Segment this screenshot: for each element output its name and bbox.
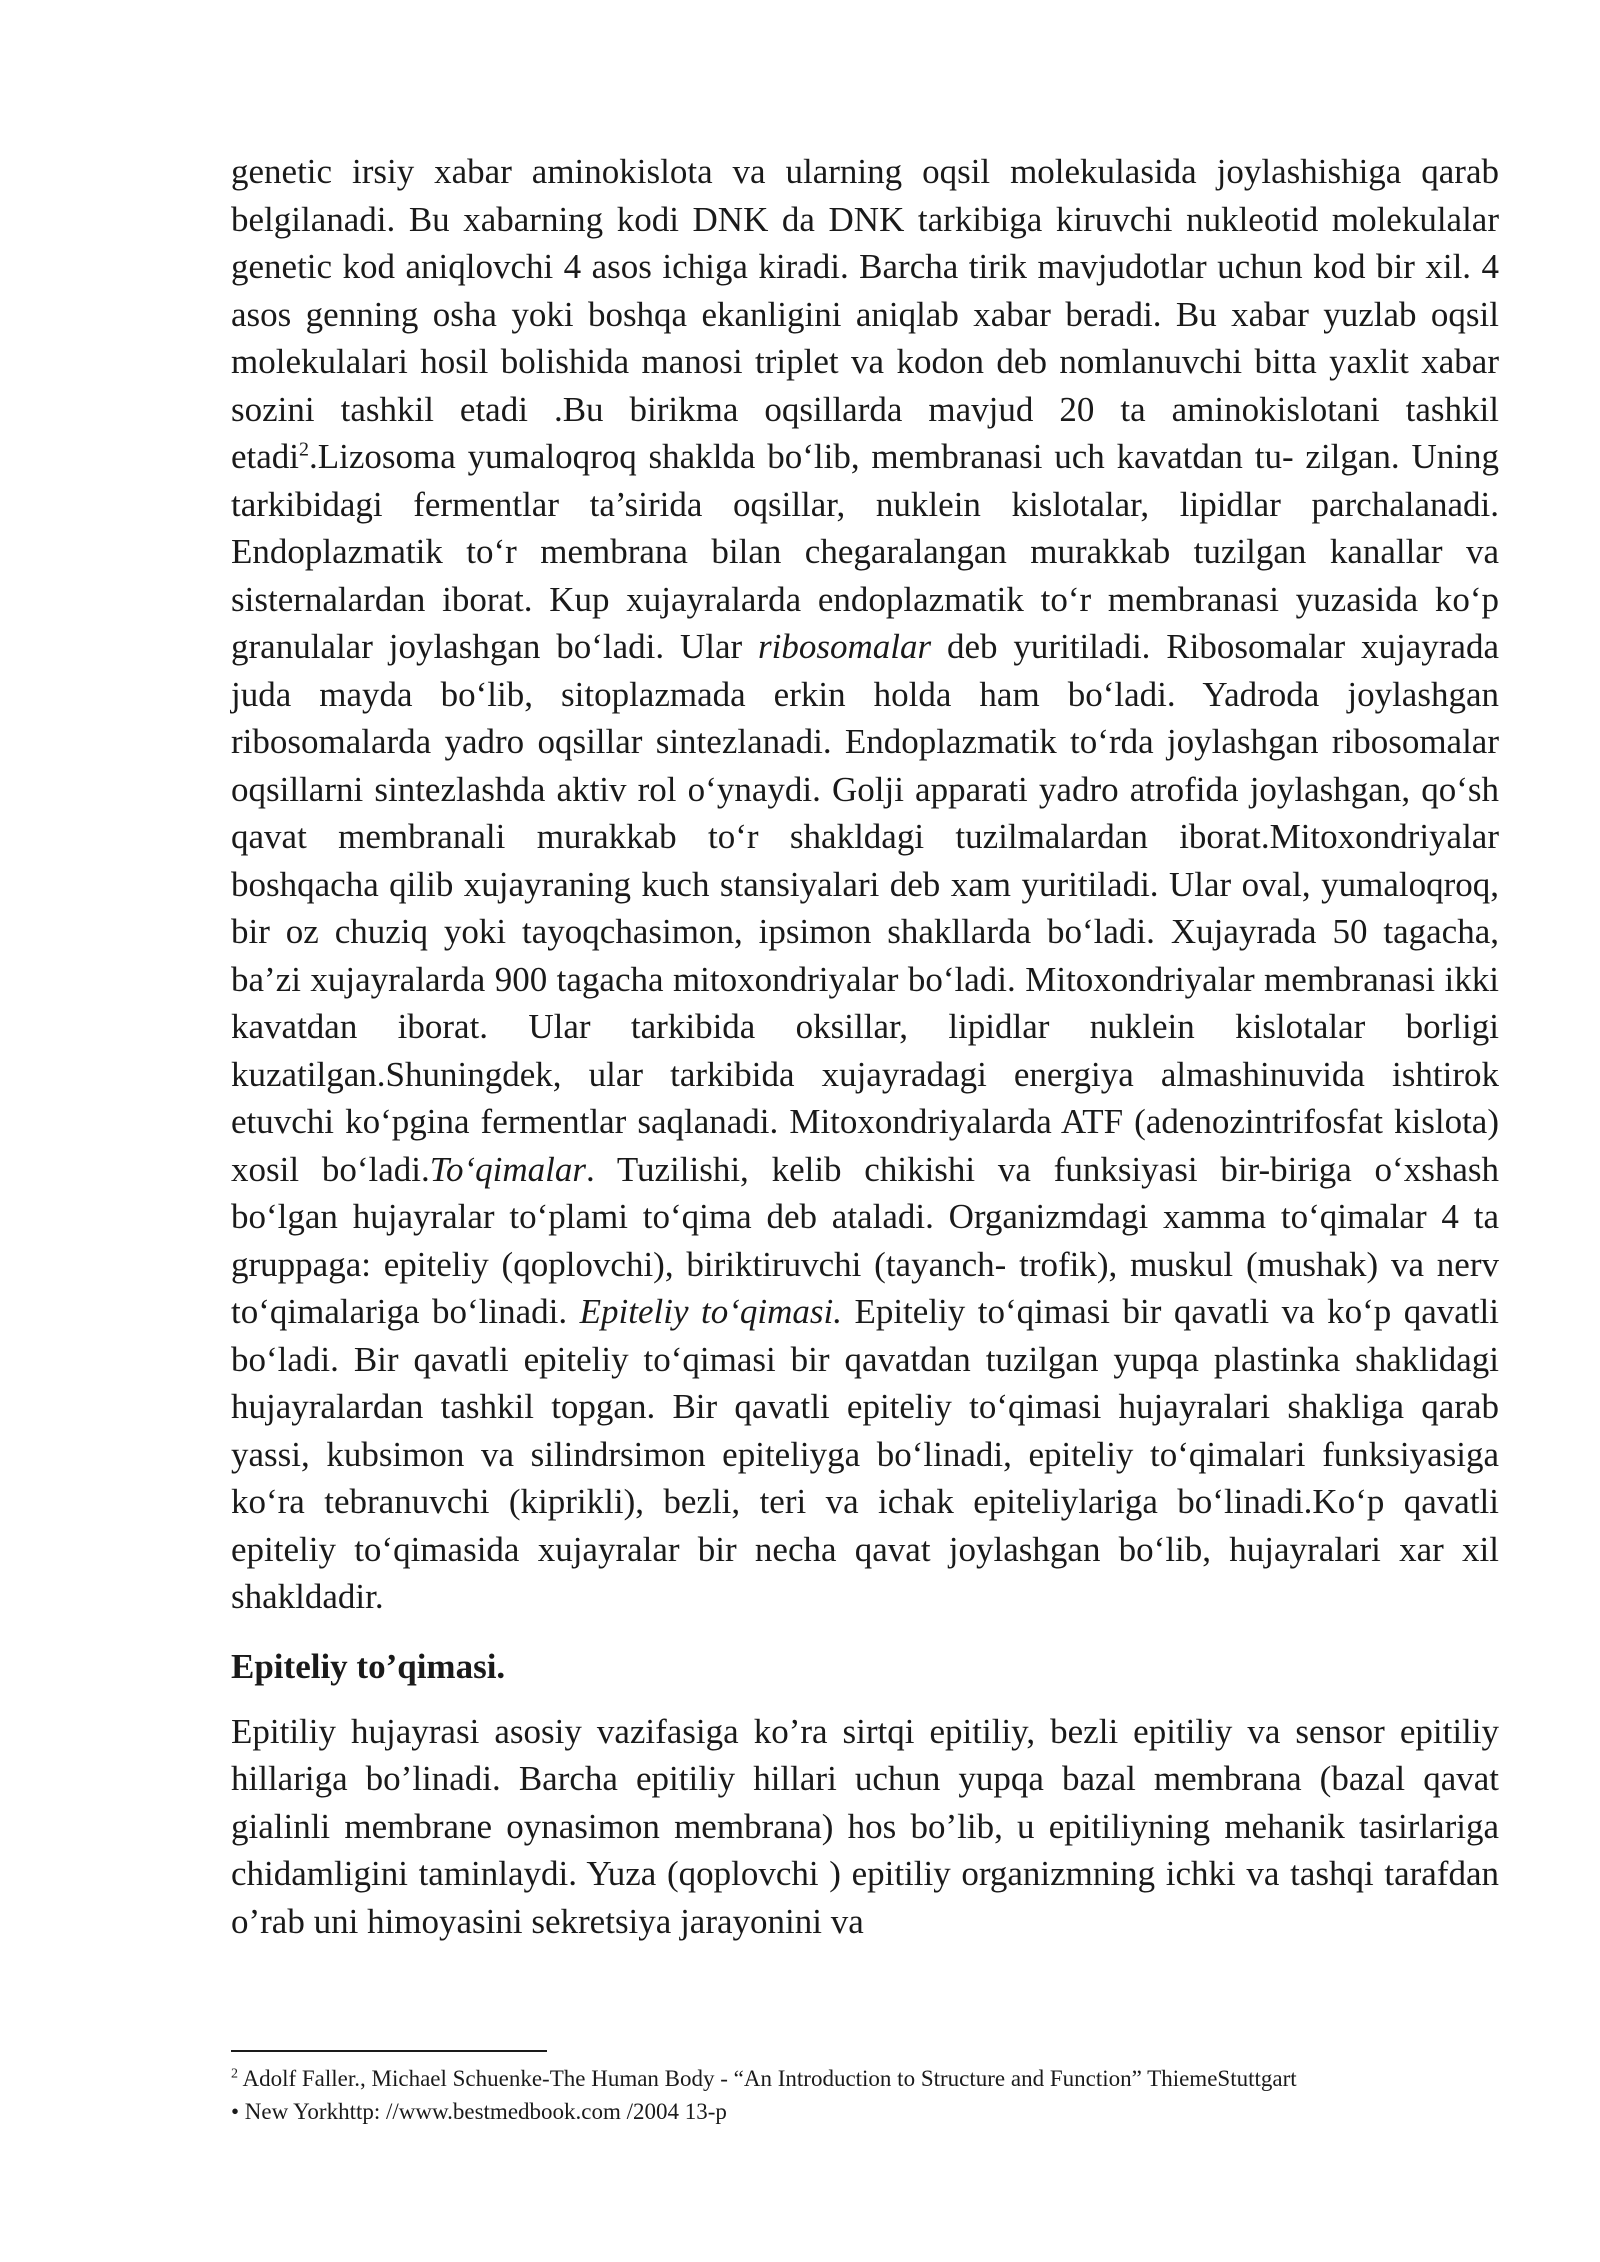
footnote-area [231,2062,1499,2128]
italic-term-ribosomalar: ribosomalar [758,627,932,666]
footnote-line-1 [231,2062,1499,2095]
paragraph-text: .Lizosoma yumaloqroq shaklda bo‘lib, membranasi uch kavatdan tu- zilgan. Uning tarkibidagi fermentlar ta’sirida oqsillar, nuklein kislotalar, lipidlar parchalanadi. Endoplazmatik to‘r membrana bilan chegaralangan murakkab tuzilgan kanallar va sisternalardan iborat. Kup xujayralarda endoplazmatik to‘r membranasi yuzasida ko‘p granulalar joylashgan bo‘ladi. Ular [231,437,1499,666]
footnote-separator [231,2050,547,2052]
footnote-text: Adolf Faller., Michael Schuenke-The Human Body - “An Introduction to Structure and Function” ThiemeStuttgart [238,2066,1297,2091]
footnote-reference[interactable]: 2 [299,438,310,461]
body-paragraph-2: Epitiliy hujayrasi asosiy vazifasiga ko’ra sirtqi epitiliy, bezli epitiliy va sensor epitiliy hillariga bo’linadi. Barcha epitiliy hillari uchun yupqa bazal membrana (bazal qavat gialinli membrane oynasimon membrana) hos bo’lib, u epitiliyning mehanik tasirlariga chidamligini taminlaydi. Yuza (qoplovchi ) epitiliy organizmning ichki va tashqi tarafdan o’rab uni himoyasini sekretsiya jarayonini va [231,1711,1499,1941]
section-heading: Epiteliy to’qimasi. [231,1646,506,1686]
body-paragraph-1 [231,148,1499,1621]
italic-term-epiteliy: Epiteliy to‘qimasi. [579,1292,842,1331]
footnote-line-2: • New Yorkhttp: //www.bestmedbook.com /2004 13-p [231,2099,727,2124]
italic-term-toqimalar: To‘qimalar [429,1149,586,1189]
page-body [231,148,1499,1945]
paragraph-text: genetic irsiy xabar aminokislota va ularning oqsil molekulasida joylashishiga qarab belgilanadi. Bu xabarning kodi DNK da DNK tarkibiga kiruvchi nukleotid molekulalar genetic kod aniqlovchi 4 asos ichiga kiradi. Barcha tirik mavjudotlar uchun kod bir xil. 4 asos genning osha yoki boshqa ekanligini aniqlab xabar beradi. Bu xabar yuzlab oqsil molekulalari hosil bolishida manosi triplet va kodon deb nomlanuvchi bitta yaxlit xabar sozini tashkil etadi .Bu birikma oqsillarda mavjud 20 ta aminokislotani tashkil etadi [231,152,1499,476]
paragraph-text: Epiteliy to‘qimasi bir qavatli va ko‘p qavatli bo‘ladi. Bir qavatli epiteliy to‘qimasi bir qavatdan tuzilgan yupqa plastinka shaklidagi hujayralardan tashkil topgan. Bir qavatli epiteliy to‘qimasi hujayralari shakliga qarab yassi, kubsimon va silindrsimon epiteliyga bo‘linadi, epiteliy to‘qimalari funksiyasiga ko‘ra tebranuvchi (kiprikli), bezli, teri va ichak epiteliylariga bo‘linadi.Ko‘p qavatli epiteliy to‘qimasida xujayralar bir necha qavat joylashgan bo‘lib, hujayralari xar xil shakldadir. [231,1292,1499,1616]
paragraph-text: . Tuzilishi, kelib chikishi va funksiyasi bir-biriga o‘xshash bo‘lgan hujayralar to‘plami to‘qima deb ataladi. Organizmdagi xamma to‘qimalar 4 ta gruppaga: epiteliy (qoplovchi), biriktiruvchi (tayanch- trofik), muskul (mushak) va nerv to‘qimalariga bo‘linadi. [231,1149,1499,1331]
paragraph-text: deb yuritiladi. Ribosomalar xujayrada juda mayda bo‘lib, sitoplazmada erkin holda ham bo‘ladi. Yadroda joylashgan ribosomalarda yadro oqsillar sintezlanadi. Endoplazmatik to‘rda joylashgan ribosomalar oqsillarni sintezlashda aktiv rol o‘ynaydi. Golji apparati yadro atrofida joylashgan, qo‘sh qavat membranali murakkab to‘r shakldagi tuzilmalardan iborat.Mitoxondriyalar boshqacha qilib xujayraning kuch stansiyalari deb xam yuritiladi. Ular oval, yumaloqroq, bir oz chuziq yoki tayoqchasimon, ipsimon shakllarda bo‘ladi. Xujayrada 50 tagacha, ba’zi xujayralarda 900 tagacha mitoxondriyalar bo‘ladi. Mitoxondriyalar membranasi ikki kavatdan iborat. Ular tarkibida oksillar, lipidlar nuklein kislotalar borligi kuzatilgan.Shuningdek, ular tarkibida xujayradagi energiya almashinuvida ishtirok etuvchi ko‘pgina fermentlar saqlanadi. Mitoxondriyalarda ATF (adenozintrifosfat kislota) xosil bo‘ladi. [231,627,1499,1189]
footnote-number: 2 [231,2066,238,2082]
